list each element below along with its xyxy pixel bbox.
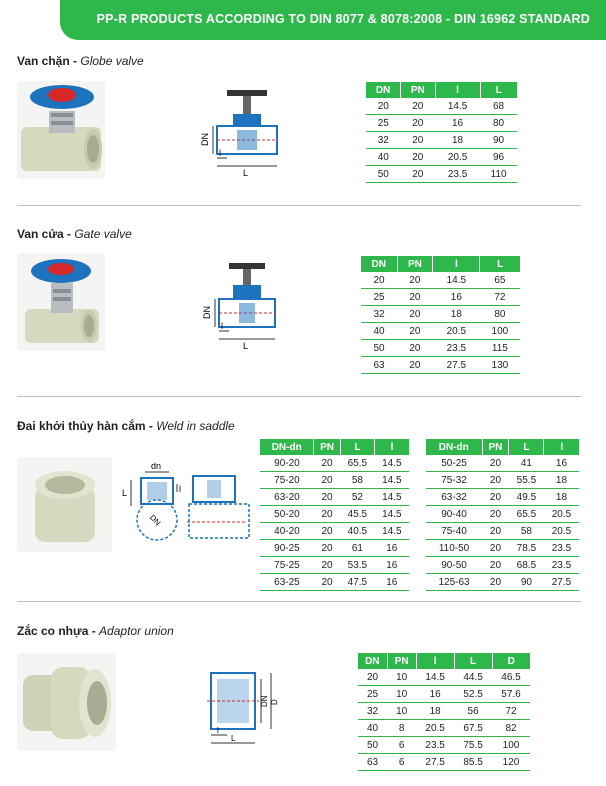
section-title-vi: Van chặn -	[17, 54, 81, 68]
table-cell: 115	[480, 340, 520, 357]
table-cell: 41	[509, 455, 544, 472]
table-row	[426, 523, 579, 540]
table-cell: 32	[358, 703, 387, 720]
table-row	[426, 455, 579, 472]
table-cell: 40	[366, 149, 401, 166]
table-cell: 20	[397, 323, 433, 340]
adaptor-union-diagram	[197, 661, 281, 749]
table-row	[358, 737, 530, 754]
table-cell: 20	[366, 98, 401, 115]
table-row	[358, 703, 530, 720]
table-cell: 110	[480, 166, 517, 183]
table-cell: 20.5	[544, 506, 579, 523]
table-cell: 82	[492, 720, 530, 737]
column-header: L	[509, 439, 544, 455]
table-row	[260, 455, 409, 472]
column-header: D	[492, 653, 530, 669]
table-cell: 20.5	[435, 149, 480, 166]
table-cell: 50	[358, 737, 387, 754]
table-cell: 72	[480, 289, 520, 306]
dim-label-L: L	[243, 341, 249, 351]
table-row	[358, 669, 530, 686]
column-header: L	[480, 82, 517, 98]
table-row	[260, 489, 409, 506]
dim-label-L: L	[243, 168, 249, 178]
table-cell: 14.5	[433, 272, 480, 289]
table-cell: 20	[314, 523, 340, 540]
table-cell: 40	[358, 720, 387, 737]
table-row	[361, 357, 520, 374]
table-cell: 58	[509, 523, 544, 540]
globe-valve-diagram	[195, 86, 285, 178]
table-cell: 32	[366, 132, 401, 149]
table-cell: 20	[482, 557, 509, 574]
section-title-vi: Van cửa -	[17, 227, 75, 241]
table-cell: 61	[340, 540, 374, 557]
table-cell: 49.5	[509, 489, 544, 506]
globe-valve-spec-table	[366, 82, 517, 183]
dim-label-L: L	[231, 734, 236, 743]
table-cell: 20	[401, 149, 435, 166]
table-cell: 52	[340, 489, 374, 506]
table-cell: 20	[314, 540, 340, 557]
table-cell: 20	[314, 574, 340, 591]
section-title-en: Weld in saddle	[156, 419, 235, 433]
table-cell: 63	[361, 357, 397, 374]
table-cell: 68.5	[509, 557, 544, 574]
table-cell: 10	[387, 703, 416, 720]
table-cell: 80	[480, 306, 520, 323]
table-cell: 20	[314, 557, 340, 574]
table-cell: 27.5	[544, 574, 579, 591]
table-row	[426, 574, 579, 591]
table-cell: 58	[340, 472, 374, 489]
table-cell: 14.5	[435, 98, 480, 115]
table-row	[260, 506, 409, 523]
section-title-vi: Đai khởi thủy hàn cắm -	[17, 419, 157, 433]
gate-valve-spec-table	[361, 256, 520, 374]
table-cell: 20	[482, 574, 509, 591]
table-cell: 16	[416, 686, 454, 703]
column-header: PN	[314, 439, 340, 455]
dim-label-dn: DN	[260, 695, 269, 707]
table-cell: 45.5	[340, 506, 374, 523]
table-cell: 20	[482, 489, 509, 506]
table-cell: 90-20	[260, 455, 314, 472]
table-cell: 18	[435, 132, 480, 149]
section-divider	[17, 205, 581, 206]
table-cell: 80	[480, 115, 517, 132]
dim-label-dn: DN	[200, 133, 210, 146]
table-cell: 20	[314, 506, 340, 523]
table-cell: 6	[387, 754, 416, 771]
table-cell: 50	[366, 166, 401, 183]
table-cell: 40	[361, 323, 397, 340]
adaptor-union-spec-table	[358, 653, 530, 771]
dim-label-DN: DN	[147, 512, 163, 528]
table-cell: 20	[401, 166, 435, 183]
table-cell: 120	[492, 754, 530, 771]
section-title	[17, 419, 235, 433]
dim-label-l: l	[217, 726, 219, 735]
section-title-en: Globe valve	[80, 54, 144, 68]
table-cell: 23.5	[435, 166, 480, 183]
table-cell: 23.5	[416, 737, 454, 754]
table-cell: 23.5	[544, 540, 579, 557]
table-row	[361, 323, 520, 340]
table-cell: 14.5	[375, 506, 409, 523]
section-title-en: Gate valve	[74, 227, 132, 241]
table-cell: 78.5	[509, 540, 544, 557]
column-header: l	[375, 439, 409, 455]
table-cell: 20	[361, 272, 397, 289]
weld-saddle-spec-table-left	[260, 439, 409, 591]
table-cell: 50	[361, 340, 397, 357]
table-cell: 46.5	[492, 669, 530, 686]
table-cell: 125-63	[426, 574, 482, 591]
weld-saddle-photo	[17, 457, 112, 552]
table-cell: 63-20	[260, 489, 314, 506]
column-header: l	[544, 439, 579, 455]
table-cell: 50-20	[260, 506, 314, 523]
adaptor-union-photo	[17, 653, 116, 751]
table-cell: 8	[387, 720, 416, 737]
table-cell: 75-40	[426, 523, 482, 540]
weld-saddle-diagram	[117, 462, 253, 544]
table-cell: 16	[375, 557, 409, 574]
table-row	[366, 166, 517, 183]
column-header: PN	[387, 653, 416, 669]
table-header-row	[358, 653, 530, 669]
table-cell: 57.6	[492, 686, 530, 703]
column-header: DN	[366, 82, 401, 98]
table-cell: 16	[433, 289, 480, 306]
table-cell: 65.5	[509, 506, 544, 523]
table-cell: 20.5	[544, 523, 579, 540]
page-header-banner	[60, 0, 606, 40]
section-divider	[17, 396, 581, 397]
table-row	[260, 557, 409, 574]
section-title-en: Adaptor union	[99, 624, 174, 638]
table-cell: 20	[482, 506, 509, 523]
table-cell: 100	[492, 737, 530, 754]
table-cell: 25	[358, 686, 387, 703]
table-cell: 14.5	[375, 489, 409, 506]
table-cell: 63-32	[426, 489, 482, 506]
table-row	[358, 686, 530, 703]
table-cell: 53.5	[340, 557, 374, 574]
table-row	[361, 306, 520, 323]
table-cell: 14.5	[375, 472, 409, 489]
dim-label-L: L	[122, 488, 128, 498]
column-header: l	[416, 653, 454, 669]
table-cell: 20	[397, 357, 433, 374]
table-header-row	[366, 82, 517, 98]
column-header: DN	[361, 256, 397, 272]
table-row	[426, 506, 579, 523]
weld-saddle-spec-table-right	[426, 439, 579, 591]
table-cell: 100	[480, 323, 520, 340]
table-cell: 90	[480, 132, 517, 149]
table-row	[361, 272, 520, 289]
table-cell: 14.5	[416, 669, 454, 686]
table-cell: 44.5	[454, 669, 492, 686]
table-cell: 63-25	[260, 574, 314, 591]
table-cell: 6	[387, 737, 416, 754]
column-header: DN	[358, 653, 387, 669]
table-cell: 47.5	[340, 574, 374, 591]
table-cell: 63	[358, 754, 387, 771]
table-cell: 40.5	[340, 523, 374, 540]
section-title	[17, 54, 144, 68]
table-cell: 52.5	[454, 686, 492, 703]
section-title	[17, 624, 174, 638]
table-cell: 50-25	[426, 455, 482, 472]
table-cell: 18	[544, 489, 579, 506]
table-cell: 55.5	[509, 472, 544, 489]
section-title	[17, 227, 132, 241]
dim-label-dn: DN	[202, 306, 212, 319]
table-row	[358, 754, 530, 771]
table-header-row	[361, 256, 520, 272]
table-cell: 14.5	[375, 523, 409, 540]
table-cell: 14.5	[375, 455, 409, 472]
table-cell: 68	[480, 98, 517, 115]
column-header: PN	[401, 82, 435, 98]
table-cell: 25	[366, 115, 401, 132]
table-cell: 72	[492, 703, 530, 720]
table-cell: 110-50	[426, 540, 482, 557]
table-cell: 20	[482, 455, 509, 472]
column-header: L	[454, 653, 492, 669]
table-cell: 20	[401, 115, 435, 132]
table-cell: 27.5	[416, 754, 454, 771]
column-header: l	[435, 82, 480, 98]
table-row	[366, 115, 517, 132]
table-cell: 75-25	[260, 557, 314, 574]
table-cell: 90	[509, 574, 544, 591]
table-cell: 10	[387, 686, 416, 703]
table-row	[426, 540, 579, 557]
table-cell: 20	[314, 455, 340, 472]
globe-valve-photo	[17, 81, 105, 179]
table-row	[366, 98, 517, 115]
table-cell: 18	[544, 472, 579, 489]
table-row	[260, 523, 409, 540]
table-cell: 90-40	[426, 506, 482, 523]
section-title-vi: Zắc co nhựa -	[17, 624, 100, 638]
table-cell: 10	[387, 669, 416, 686]
table-cell: 20	[397, 340, 433, 357]
table-header-row	[260, 439, 409, 455]
gate-valve-diagram	[197, 259, 287, 351]
table-cell: 20	[397, 272, 433, 289]
table-cell: 20	[401, 98, 435, 115]
table-cell: 40-20	[260, 523, 314, 540]
table-cell: 27.5	[433, 357, 480, 374]
table-row	[426, 489, 579, 506]
column-header: DN-dn	[426, 439, 482, 455]
table-cell: 16	[544, 455, 579, 472]
table-row	[361, 340, 520, 357]
table-cell: 32	[361, 306, 397, 323]
table-cell: 25	[361, 289, 397, 306]
dim-label-dn-small: dn	[151, 462, 162, 471]
table-row	[361, 289, 520, 306]
table-row	[366, 149, 517, 166]
table-cell: 90-50	[426, 557, 482, 574]
table-cell: 20.5	[433, 323, 480, 340]
table-cell: 20.5	[416, 720, 454, 737]
table-row	[358, 720, 530, 737]
table-cell: 20	[482, 523, 509, 540]
table-cell: 20	[397, 306, 433, 323]
dim-label-l: l	[221, 321, 223, 331]
table-cell: 75-32	[426, 472, 482, 489]
table-cell: 23.5	[544, 557, 579, 574]
table-cell: 23.5	[433, 340, 480, 357]
table-cell: 20	[482, 540, 509, 557]
dim-label-l: l	[179, 484, 181, 494]
table-cell: 20	[482, 472, 509, 489]
table-row	[426, 557, 579, 574]
table-cell: 18	[433, 306, 480, 323]
table-cell: 65.5	[340, 455, 374, 472]
table-cell: 67.5	[454, 720, 492, 737]
table-cell: 85.5	[454, 754, 492, 771]
section-divider	[17, 601, 581, 602]
table-cell: 96	[480, 149, 517, 166]
table-cell: 20	[401, 132, 435, 149]
dim-label-l: l	[219, 148, 221, 158]
column-header: PN	[482, 439, 509, 455]
table-cell: 56	[454, 703, 492, 720]
table-row	[260, 574, 409, 591]
column-header: PN	[397, 256, 433, 272]
table-row	[260, 540, 409, 557]
table-cell: 75.5	[454, 737, 492, 754]
table-cell: 65	[480, 272, 520, 289]
gate-valve-photo	[17, 253, 105, 351]
table-cell: 75-20	[260, 472, 314, 489]
table-cell: 20	[397, 289, 433, 306]
table-cell: 20	[314, 472, 340, 489]
table-cell: 16	[375, 574, 409, 591]
table-cell: 20	[358, 669, 387, 686]
dim-label-D: D	[270, 699, 279, 705]
table-row	[426, 472, 579, 489]
table-row	[366, 132, 517, 149]
table-cell: 130	[480, 357, 520, 374]
table-cell: 90-25	[260, 540, 314, 557]
column-header: L	[480, 256, 520, 272]
table-cell: 16	[435, 115, 480, 132]
table-cell: 18	[416, 703, 454, 720]
column-header: L	[340, 439, 374, 455]
page-title: PP-R PRODUCTS ACCORDING TO DIN 8077 & 8078:2008 - DIN 16962 STANDARD	[96, 12, 590, 26]
table-cell: 20	[314, 489, 340, 506]
table-row	[260, 472, 409, 489]
table-cell: 16	[375, 540, 409, 557]
table-header-row	[426, 439, 579, 455]
column-header: l	[433, 256, 480, 272]
column-header: DN-dn	[260, 439, 314, 455]
